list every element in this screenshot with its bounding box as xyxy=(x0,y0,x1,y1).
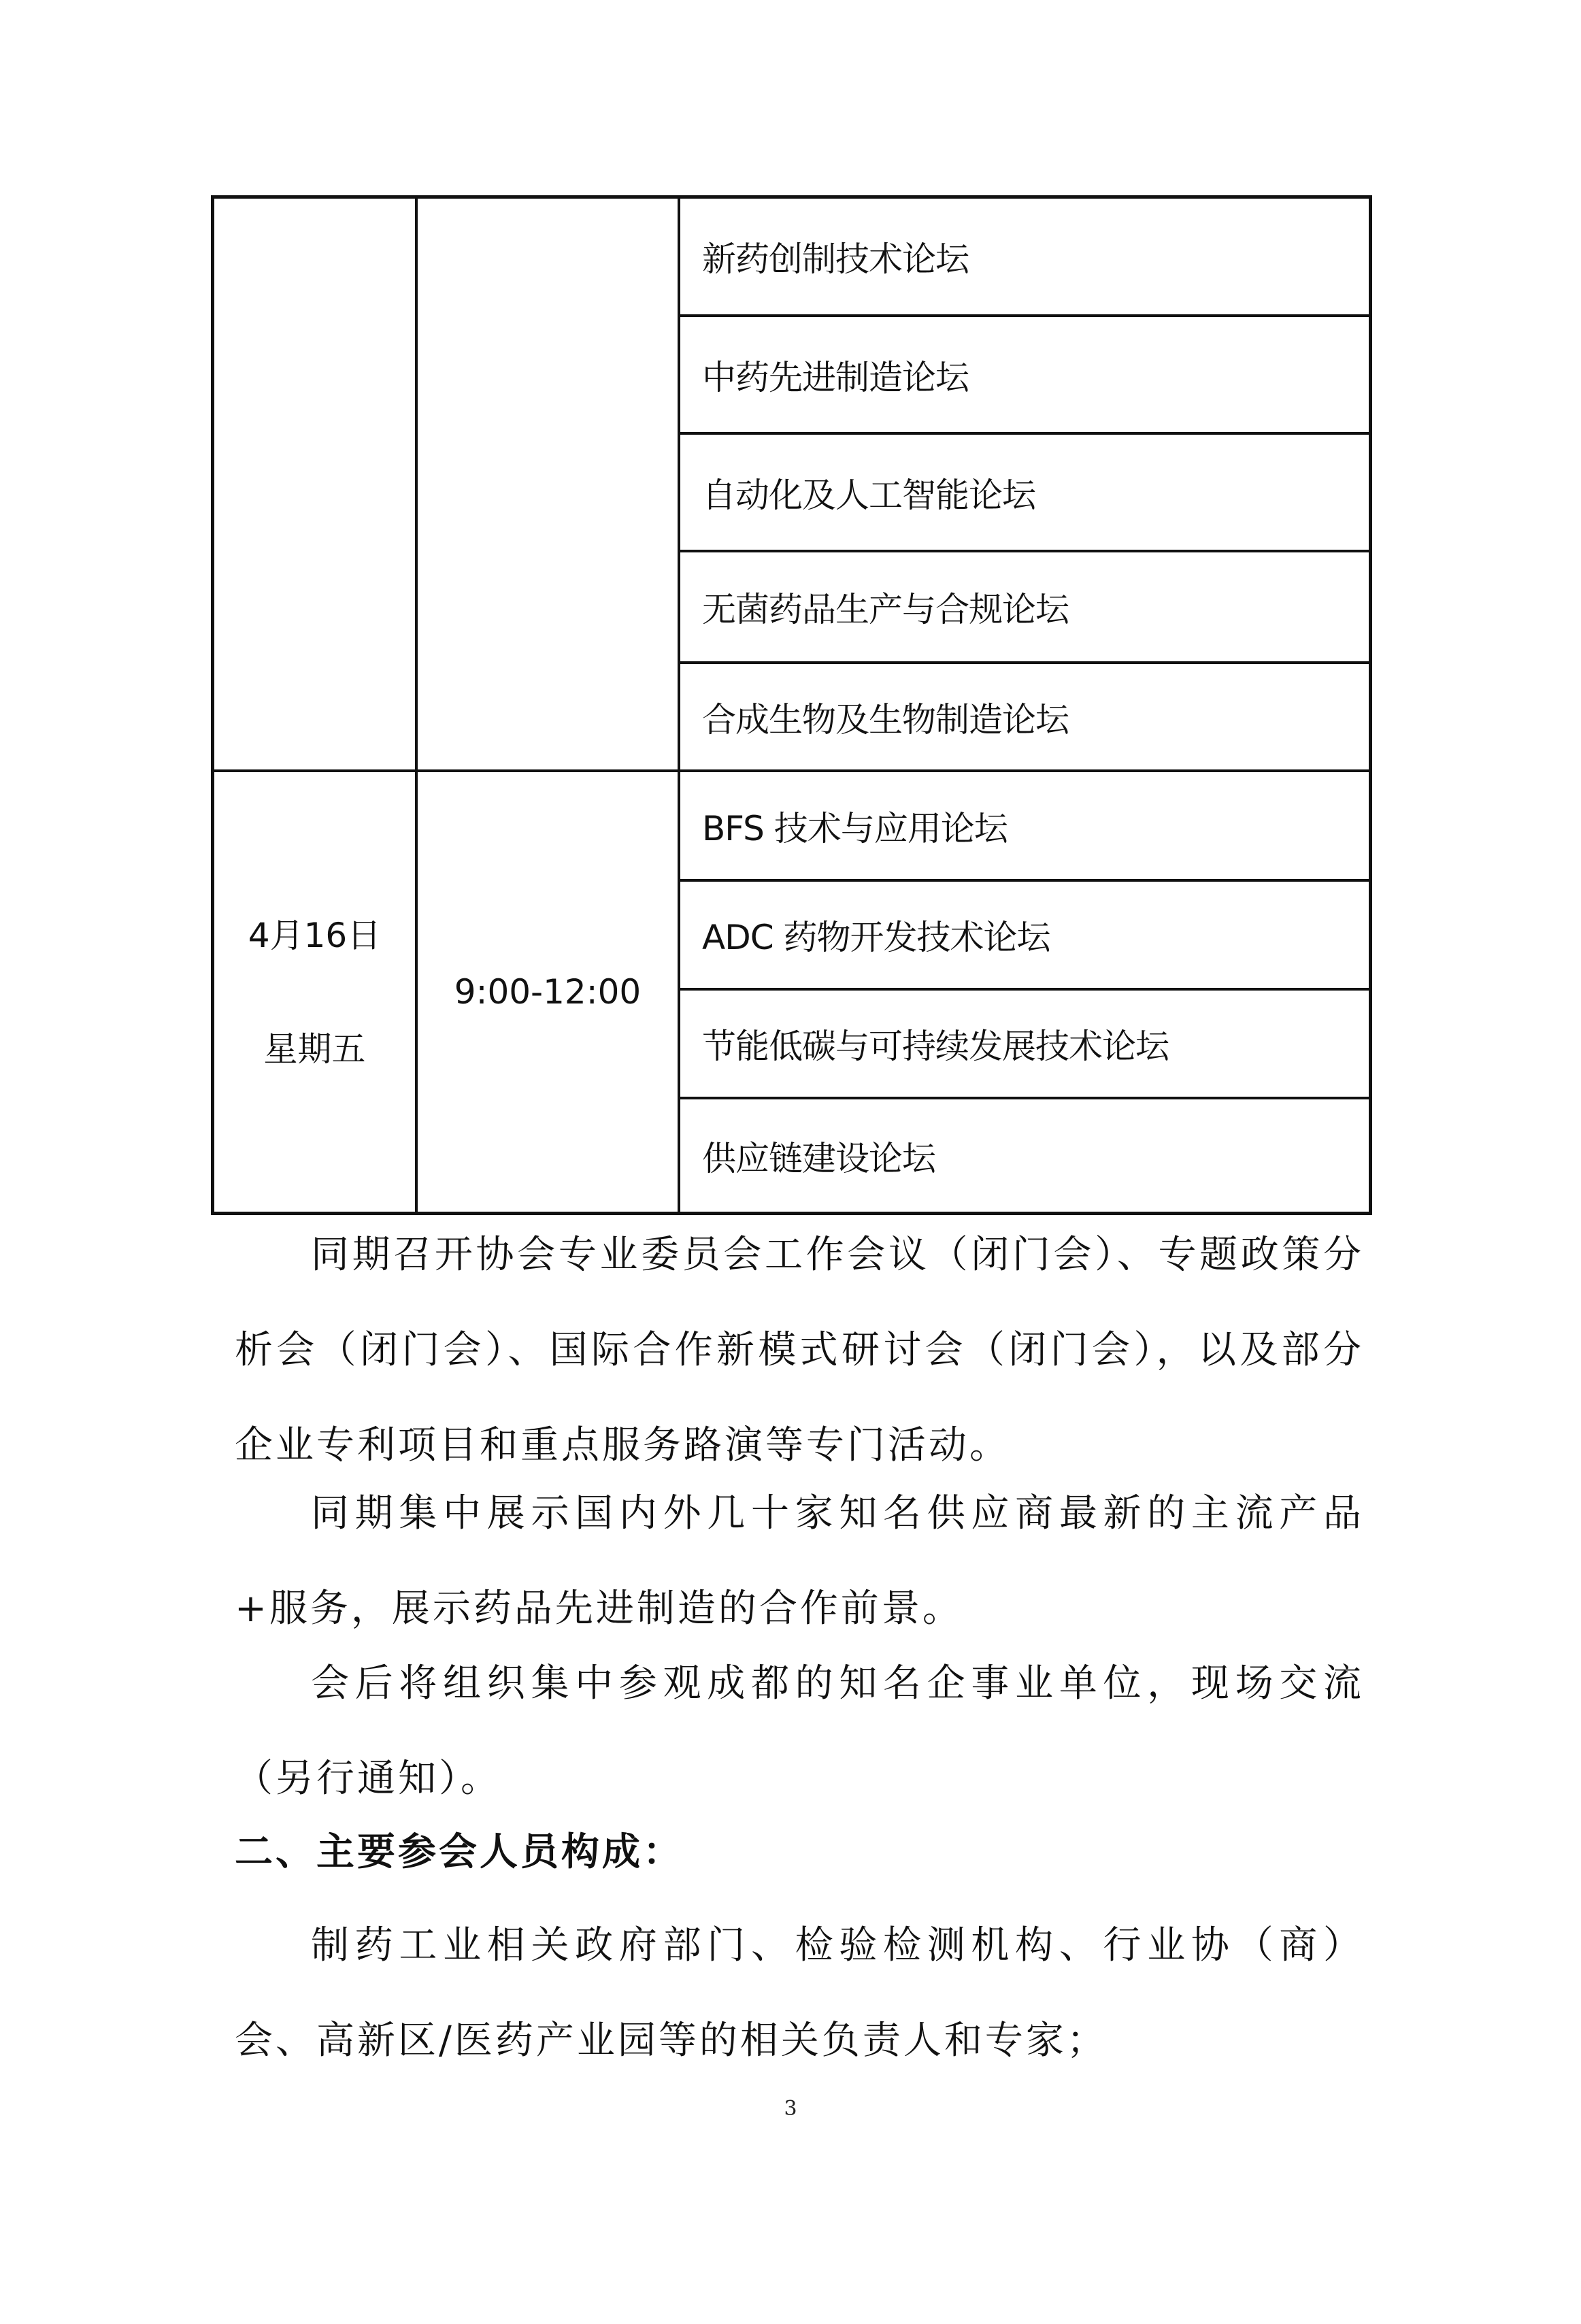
forum-cell: ADC 药物开发技术论坛 xyxy=(702,918,1050,957)
time-cell: 9:00-12:00 xyxy=(454,972,642,1012)
forum-cell: 合成生物及生物制造论坛 xyxy=(702,699,1069,740)
forum-cell: 中药先进制造论坛 xyxy=(702,357,969,397)
weekday-text: 星期五 xyxy=(263,1029,366,1069)
page-number: 3 xyxy=(784,2097,797,2121)
body-paragraph: 会后将组织集中参观成都的知名企事业单位，现场交流（另行通知）。 xyxy=(235,1661,1364,1801)
forum-cell: 新药创制技术论坛 xyxy=(702,239,969,279)
body-paragraph: 同期召开协会专业委员会工作会议（闭门会）、专题政策分析会（闭门会）、国际合作新模式研讨会（闭门会），以及部分企业专利项目和重点服务路演等专门活动。 xyxy=(235,1233,1364,1467)
date-cell xyxy=(214,772,415,1212)
forum-cell: 供应链建设论坛 xyxy=(702,1138,935,1178)
forum-cell: 节能低碳与可持续发展技术论坛 xyxy=(702,1027,1169,1066)
forum-cell: 无菌药品生产与合规论坛 xyxy=(702,590,1069,629)
forum-cell: BFS 技术与应用论坛 xyxy=(702,808,1008,848)
section-heading: 二、主要参会人员构成： xyxy=(235,1830,684,1874)
forum-cell: 自动化及人工智能论坛 xyxy=(702,475,1035,515)
schedule-table xyxy=(211,195,1372,1215)
body-paragraph: 制药工业相关政府部门、检验检测机构、行业协（商）会、高新区/医药产业园等的相关负责人和专家； xyxy=(235,1923,1364,2063)
body-paragraph: 同期集中展示国内外几十家知名供应商最新的主流产品+服务，展示药品先进制造的合作前景。 xyxy=(235,1491,1364,1631)
date-text: 4月16日 xyxy=(248,916,382,955)
